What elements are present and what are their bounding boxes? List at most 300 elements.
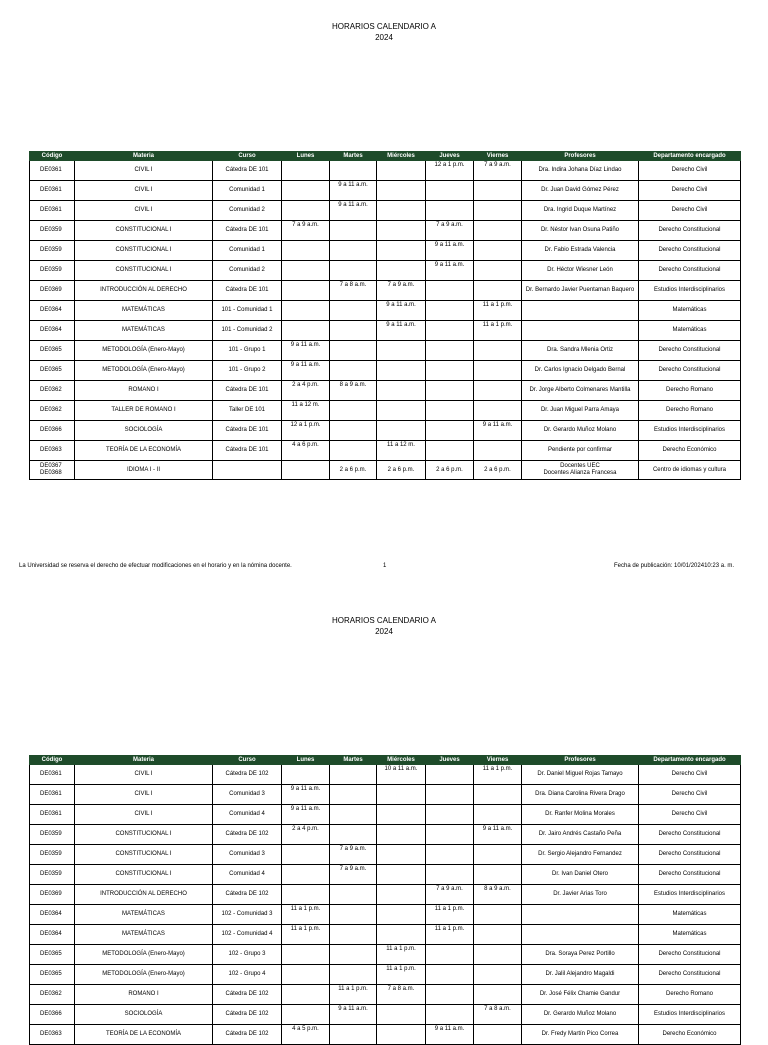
cell-wednesday xyxy=(377,885,426,905)
cell-friday xyxy=(474,361,522,381)
cell-course: Comunidad 1 xyxy=(213,181,282,201)
cell-professor xyxy=(522,301,639,321)
column-header: Materia xyxy=(75,152,213,161)
cell-monday: 9 a 11 a.m. xyxy=(282,361,330,381)
cell-department: Derecho Civil xyxy=(639,785,741,805)
cell-department: Derecho Constitucional xyxy=(639,261,741,281)
schedule-table xyxy=(29,755,741,1045)
cell-code: DE0362 xyxy=(30,381,75,401)
table-row xyxy=(30,341,741,361)
cell-subject: TEORÍA DE LA ECONOMÍA xyxy=(75,1025,213,1045)
table-row xyxy=(30,381,741,401)
cell-professor: Dr. Juan Miguel Parra Amaya xyxy=(522,401,639,421)
cell-code: DE0364 xyxy=(30,321,75,341)
cell-wednesday xyxy=(377,865,426,885)
column-header: Martes xyxy=(330,152,377,161)
cell-course: Cátedra DE 101 xyxy=(213,281,282,301)
cell-course: 101 - Grupo 1 xyxy=(213,341,282,361)
cell-friday xyxy=(474,985,522,1005)
cell-tuesday xyxy=(330,441,377,461)
cell-department: Derecho Constitucional xyxy=(639,361,741,381)
cell-monday xyxy=(282,945,330,965)
cell-thursday: 7 a 9 a.m. xyxy=(426,221,474,241)
cell-department: Derecho Constitucional xyxy=(639,241,741,261)
cell-professor: Dr. Carlos Ignacio Delgado Bernal xyxy=(522,361,639,381)
cell-friday xyxy=(474,785,522,805)
cell-wednesday xyxy=(377,161,426,181)
cell-wednesday xyxy=(377,381,426,401)
table-row xyxy=(30,241,741,261)
cell-wednesday xyxy=(377,241,426,261)
cell-professor xyxy=(522,925,639,945)
cell-course: Cátedra DE 101 xyxy=(213,421,282,441)
cell-code: DE0361 xyxy=(30,765,75,785)
cell-course: Comunidad 3 xyxy=(213,845,282,865)
table-row xyxy=(30,261,741,281)
column-header: Miércoles xyxy=(377,756,426,765)
cell-department: Derecho Civil xyxy=(639,201,741,221)
cell-wednesday: 2 a 6 p.m. xyxy=(377,461,426,480)
cell-professor: Dra. Indira Johana Díaz Lindao xyxy=(522,161,639,181)
table-row xyxy=(30,221,741,241)
column-header: Curso xyxy=(213,152,282,161)
cell-monday: 11 a 1 p.m. xyxy=(282,925,330,945)
cell-monday: 2 a 4 p.m. xyxy=(282,825,330,845)
cell-friday xyxy=(474,441,522,461)
cell-monday xyxy=(282,161,330,181)
cell-subject: TALLER DE ROMANO I xyxy=(75,401,213,421)
cell-friday xyxy=(474,381,522,401)
cell-subject: MATEMÁTICAS xyxy=(75,301,213,321)
cell-monday xyxy=(282,241,330,261)
publication-date: Fecha de publicación: 10/01/202410:23 a. m. xyxy=(614,563,735,569)
cell-monday xyxy=(282,261,330,281)
cell-thursday: 12 a 1 p.m. xyxy=(426,161,474,181)
table-row xyxy=(30,805,741,825)
cell-subject: CONSTITUCIONAL I xyxy=(75,221,213,241)
cell-wednesday xyxy=(377,261,426,281)
cell-thursday xyxy=(426,1005,474,1025)
cell-thursday xyxy=(426,421,474,441)
table-row xyxy=(30,1025,741,1045)
year-line: 2024 xyxy=(375,33,393,42)
cell-course: Comunidad 4 xyxy=(213,865,282,885)
cell-department: Matemáticas xyxy=(639,925,741,945)
cell-course: Cátedra DE 102 xyxy=(213,825,282,845)
table-row xyxy=(30,985,741,1005)
cell-tuesday xyxy=(330,805,377,825)
cell-department: Estudios Interdisciplinarios xyxy=(639,281,741,301)
cell-course: Comunidad 2 xyxy=(213,201,282,221)
column-header: Viernes xyxy=(474,152,522,161)
cell-department: Derecho Romano xyxy=(639,381,741,401)
cell-tuesday xyxy=(330,1025,377,1045)
cell-thursday: 9 a 11 a.m. xyxy=(426,241,474,261)
cell-thursday xyxy=(426,301,474,321)
cell-professor: Dr. Sergio Alejandro Fernandez xyxy=(522,845,639,865)
cell-friday: 11 a 1 p.m. xyxy=(474,765,522,785)
table-row xyxy=(30,765,741,785)
cell-subject: METODOLOGÍA (Enero-Mayo) xyxy=(75,965,213,985)
title-line: HORARIOS CALENDARIO A xyxy=(331,22,437,31)
cell-subject: MATEMÁTICAS xyxy=(75,321,213,341)
cell-subject: MATEMÁTICAS xyxy=(75,905,213,925)
cell-course: 101 - Comunidad 2 xyxy=(213,321,282,341)
cell-wednesday xyxy=(377,785,426,805)
cell-professor: Dr. Ranfer Molina Morales xyxy=(522,805,639,825)
cell-friday xyxy=(474,241,522,261)
cell-monday xyxy=(282,461,330,480)
cell-monday xyxy=(282,181,330,201)
cell-course: 102 - Comunidad 3 xyxy=(213,905,282,925)
cell-wednesday xyxy=(377,845,426,865)
cell-code: DE0362 xyxy=(30,985,75,1005)
cell-tuesday xyxy=(330,341,377,361)
cell-department: Derecho Económico xyxy=(639,1025,741,1045)
cell-course: Cátedra DE 101 xyxy=(213,441,282,461)
cell-friday xyxy=(474,945,522,965)
column-header: Departamento encargado xyxy=(639,152,741,161)
cell-thursday xyxy=(426,281,474,301)
cell-code: DE0359 xyxy=(30,241,75,261)
cell-course: Taller DE 101 xyxy=(213,401,282,421)
cell-course: 102 - Grupo 3 xyxy=(213,945,282,965)
cell-department: Centro de idiomas y cultura xyxy=(639,461,741,480)
cell-professor: Dr. Jorge Alberto Colmenares Mantilla xyxy=(522,381,639,401)
column-header: Jueves xyxy=(426,152,474,161)
cell-subject: ROMANO I xyxy=(75,985,213,1005)
cell-course: Comunidad 4 xyxy=(213,805,282,825)
cell-wednesday xyxy=(377,905,426,925)
cell-tuesday: 7 a 9 a.m. xyxy=(330,845,377,865)
cell-thursday: 7 a 9 a.m. xyxy=(426,885,474,905)
table-row xyxy=(30,201,741,221)
cell-professor: Dr. José Félix Chamie Gandur xyxy=(522,985,639,1005)
cell-monday: 9 a 11 a.m. xyxy=(282,785,330,805)
cell-thursday: 2 a 6 p.m. xyxy=(426,461,474,480)
cell-friday: 2 a 6 p.m. xyxy=(474,461,522,480)
page-title xyxy=(0,615,768,637)
cell-course: Cátedra DE 101 xyxy=(213,221,282,241)
column-header: Materia xyxy=(75,756,213,765)
cell-course: Comunidad 2 xyxy=(213,261,282,281)
table-row xyxy=(30,925,741,945)
cell-tuesday xyxy=(330,221,377,241)
cell-thursday xyxy=(426,985,474,1005)
cell-wednesday xyxy=(377,1025,426,1045)
cell-department: Derecho Civil xyxy=(639,805,741,825)
cell-wednesday: 9 a 11 a.m. xyxy=(377,301,426,321)
cell-tuesday xyxy=(330,361,377,381)
cell-thursday xyxy=(426,765,474,785)
table-row xyxy=(30,361,741,381)
cell-monday xyxy=(282,845,330,865)
cell-thursday xyxy=(426,341,474,361)
cell-thursday xyxy=(426,825,474,845)
table-row xyxy=(30,441,741,461)
cell-friday xyxy=(474,845,522,865)
cell-friday: 7 a 9 a.m. xyxy=(474,161,522,181)
column-header: Profesores xyxy=(522,756,639,765)
cell-subject: SOCIOLOGÍA xyxy=(75,1005,213,1025)
cell-monday: 12 a 1 p.m. xyxy=(282,421,330,441)
cell-wednesday: 10 a 11 a.m. xyxy=(377,765,426,785)
column-header: Código xyxy=(30,756,75,765)
cell-professor xyxy=(522,321,639,341)
year-line: 2024 xyxy=(375,627,393,636)
column-header: Miércoles xyxy=(377,152,426,161)
cell-department: Derecho Constitucional xyxy=(639,865,741,885)
cell-course: Cátedra DE 101 xyxy=(213,161,282,181)
cell-friday: 11 a 1 p.m. xyxy=(474,321,522,341)
title-line: HORARIOS CALENDARIO A xyxy=(331,616,437,625)
cell-tuesday xyxy=(330,945,377,965)
table-row xyxy=(30,845,741,865)
page-number: 1 xyxy=(383,563,387,569)
column-header: Lunes xyxy=(282,152,330,161)
table-row xyxy=(30,785,741,805)
cell-code: DE0365 xyxy=(30,341,75,361)
table-row xyxy=(30,905,741,925)
cell-tuesday xyxy=(330,825,377,845)
cell-tuesday: 8 a 9 a.m. xyxy=(330,381,377,401)
cell-tuesday xyxy=(330,401,377,421)
cell-code: DE0364 xyxy=(30,925,75,945)
cell-monday xyxy=(282,965,330,985)
column-header: Jueves xyxy=(426,756,474,765)
column-header: Código xyxy=(30,152,75,161)
cell-thursday xyxy=(426,321,474,341)
cell-friday xyxy=(474,281,522,301)
cell-department: Derecho Económico xyxy=(639,441,741,461)
cell-wednesday: 7 a 9 a.m. xyxy=(377,281,426,301)
cell-thursday xyxy=(426,845,474,865)
cell-course: Cátedra DE 102 xyxy=(213,765,282,785)
cell-thursday xyxy=(426,361,474,381)
cell-department: Estudios Interdisciplinarios xyxy=(639,421,741,441)
cell-wednesday xyxy=(377,805,426,825)
cell-department: Derecho Constitucional xyxy=(639,221,741,241)
cell-code: DE0366 xyxy=(30,1005,75,1025)
cell-code: DE0363 xyxy=(30,1025,75,1045)
table-row xyxy=(30,181,741,201)
cell-professor: Dr. Gerardo Muñoz Molano xyxy=(522,1005,639,1025)
cell-friday: 11 a 1 p.m. xyxy=(474,301,522,321)
cell-wednesday xyxy=(377,825,426,845)
cell-professor: Dra. Diana Carolina Rivera Drago xyxy=(522,785,639,805)
cell-tuesday xyxy=(330,161,377,181)
cell-code: DE0359 xyxy=(30,845,75,865)
cell-code: DE0369 xyxy=(30,281,75,301)
cell-course: 102 - Comunidad 4 xyxy=(213,925,282,945)
cell-thursday xyxy=(426,201,474,221)
cell-subject: MATEMÁTICAS xyxy=(75,925,213,945)
cell-professor: Dr. Néstor Ivan Osuna Patiño xyxy=(522,221,639,241)
table-row xyxy=(30,421,741,441)
cell-code: DE0359 xyxy=(30,825,75,845)
cell-department: Matemáticas xyxy=(639,321,741,341)
cell-course: 101 - Comunidad 1 xyxy=(213,301,282,321)
cell-code: DE0364 xyxy=(30,301,75,321)
table-row xyxy=(30,301,741,321)
cell-subject: METODOLOGÍA (Enero-Mayo) xyxy=(75,945,213,965)
cell-code: DE0359 xyxy=(30,221,75,241)
cell-wednesday xyxy=(377,221,426,241)
cell-tuesday xyxy=(330,965,377,985)
column-header: Viernes xyxy=(474,756,522,765)
cell-professor: Dr. Javier Arias Toro xyxy=(522,885,639,905)
table-row xyxy=(30,965,741,985)
cell-subject: CONSTITUCIONAL I xyxy=(75,845,213,865)
cell-thursday xyxy=(426,965,474,985)
cell-professor: Pendiente por confirmar xyxy=(522,441,639,461)
cell-code: DE0361 xyxy=(30,161,75,181)
cell-subject: CIVIL I xyxy=(75,785,213,805)
cell-monday xyxy=(282,1005,330,1025)
cell-tuesday xyxy=(330,241,377,261)
cell-course: Comunidad 1 xyxy=(213,241,282,261)
cell-monday: 4 a 5 p.m. xyxy=(282,1025,330,1045)
cell-course: Cátedra DE 102 xyxy=(213,885,282,905)
table-row xyxy=(30,461,741,480)
cell-wednesday: 11 a 1 p.m. xyxy=(377,945,426,965)
cell-wednesday xyxy=(377,181,426,201)
cell-professor: Dr. Fredy Martín Pico Correa xyxy=(522,1025,639,1045)
cell-subject: CONSTITUCIONAL I xyxy=(75,261,213,281)
cell-tuesday xyxy=(330,785,377,805)
cell-thursday: 11 a 1 p.m. xyxy=(426,905,474,925)
cell-subject: CIVIL I xyxy=(75,805,213,825)
cell-department: Estudios Interdisciplinarios xyxy=(639,885,741,905)
cell-tuesday xyxy=(330,885,377,905)
column-header: Lunes xyxy=(282,756,330,765)
cell-subject: CONSTITUCIONAL I xyxy=(75,241,213,261)
cell-subject: METODOLOGÍA (Enero-Mayo) xyxy=(75,341,213,361)
table-row xyxy=(30,1005,741,1025)
cell-code: DE0361 xyxy=(30,201,75,221)
cell-department: Derecho Constitucional xyxy=(639,845,741,865)
cell-tuesday xyxy=(330,261,377,281)
cell-wednesday xyxy=(377,361,426,381)
cell-professor xyxy=(522,905,639,925)
cell-code: DE0361 xyxy=(30,181,75,201)
cell-code: DE0367 DE0368 xyxy=(30,461,75,480)
page-title xyxy=(0,21,768,43)
cell-wednesday: 9 a 11 a.m. xyxy=(377,321,426,341)
column-header: Martes xyxy=(330,756,377,765)
cell-tuesday xyxy=(330,925,377,945)
cell-subject: TEORÍA DE LA ECONOMÍA xyxy=(75,441,213,461)
cell-tuesday: 9 a 11 a.m. xyxy=(330,201,377,221)
cell-monday: 11 a 12 m. xyxy=(282,401,330,421)
table-row xyxy=(30,885,741,905)
cell-department: Estudios Interdisciplinarios xyxy=(639,1005,741,1025)
cell-monday xyxy=(282,765,330,785)
cell-code: DE0364 xyxy=(30,905,75,925)
table-row xyxy=(30,401,741,421)
cell-subject: INTRODUCCIÓN AL DERECHO xyxy=(75,281,213,301)
cell-code: DE0359 xyxy=(30,261,75,281)
cell-thursday: 11 a 1 p.m. xyxy=(426,925,474,945)
cell-friday xyxy=(474,965,522,985)
cell-monday: 4 a 6 p.m. xyxy=(282,441,330,461)
cell-code: DE0365 xyxy=(30,965,75,985)
cell-monday: 11 a 1 p.m. xyxy=(282,905,330,925)
cell-code: DE0365 xyxy=(30,945,75,965)
cell-thursday xyxy=(426,945,474,965)
cell-subject: CIVIL I xyxy=(75,161,213,181)
cell-thursday xyxy=(426,865,474,885)
column-header: Profesores xyxy=(522,152,639,161)
cell-department: Derecho Constitucional xyxy=(639,945,741,965)
cell-wednesday: 11 a 12 m. xyxy=(377,441,426,461)
cell-subject: CONSTITUCIONAL I xyxy=(75,825,213,845)
cell-monday xyxy=(282,201,330,221)
cell-friday xyxy=(474,865,522,885)
cell-course: 102 - Grupo 4 xyxy=(213,965,282,985)
cell-code: DE0369 xyxy=(30,885,75,905)
cell-monday: 9 a 11 a.m. xyxy=(282,341,330,361)
cell-department: Matemáticas xyxy=(639,905,741,925)
cell-monday: 2 a 4 p.m. xyxy=(282,381,330,401)
cell-course xyxy=(213,461,282,480)
cell-subject: CIVIL I xyxy=(75,201,213,221)
table-row xyxy=(30,865,741,885)
cell-department: Derecho Constitucional xyxy=(639,825,741,845)
cell-friday: 9 a 11 a.m. xyxy=(474,421,522,441)
column-header: Departamento encargado xyxy=(639,756,741,765)
cell-thursday xyxy=(426,441,474,461)
cell-tuesday: 9 a 11 a.m. xyxy=(330,181,377,201)
cell-tuesday: 2 a 6 p.m. xyxy=(330,461,377,480)
cell-friday xyxy=(474,925,522,945)
cell-wednesday xyxy=(377,925,426,945)
cell-department: Derecho Civil xyxy=(639,765,741,785)
cell-thursday xyxy=(426,805,474,825)
cell-friday xyxy=(474,221,522,241)
table-header-row xyxy=(30,152,741,161)
cell-friday xyxy=(474,805,522,825)
cell-code: DE0362 xyxy=(30,401,75,421)
cell-monday xyxy=(282,301,330,321)
cell-thursday: 9 a 11 a.m. xyxy=(426,261,474,281)
cell-course: 101 - Grupo 2 xyxy=(213,361,282,381)
column-header: Curso xyxy=(213,756,282,765)
cell-friday xyxy=(474,401,522,421)
cell-friday xyxy=(474,201,522,221)
cell-department: Derecho Civil xyxy=(639,181,741,201)
cell-thursday xyxy=(426,381,474,401)
cell-monday xyxy=(282,281,330,301)
cell-tuesday xyxy=(330,301,377,321)
cell-monday xyxy=(282,985,330,1005)
cell-tuesday: 7 a 8 a.m. xyxy=(330,281,377,301)
table-row xyxy=(30,281,741,301)
cell-friday xyxy=(474,1025,522,1045)
table-header-row xyxy=(30,756,741,765)
cell-friday xyxy=(474,181,522,201)
table-row xyxy=(30,321,741,341)
cell-department: Matemáticas xyxy=(639,301,741,321)
cell-professor: Dr. Daniel Miguel Rojas Tamayo xyxy=(522,765,639,785)
cell-code: DE0359 xyxy=(30,865,75,885)
cell-department: Derecho Romano xyxy=(639,401,741,421)
cell-wednesday xyxy=(377,421,426,441)
cell-wednesday xyxy=(377,401,426,421)
cell-wednesday: 11 a 1 p.m. xyxy=(377,965,426,985)
cell-professor: Dr. Ivan Daniel Otero xyxy=(522,865,639,885)
cell-tuesday xyxy=(330,321,377,341)
